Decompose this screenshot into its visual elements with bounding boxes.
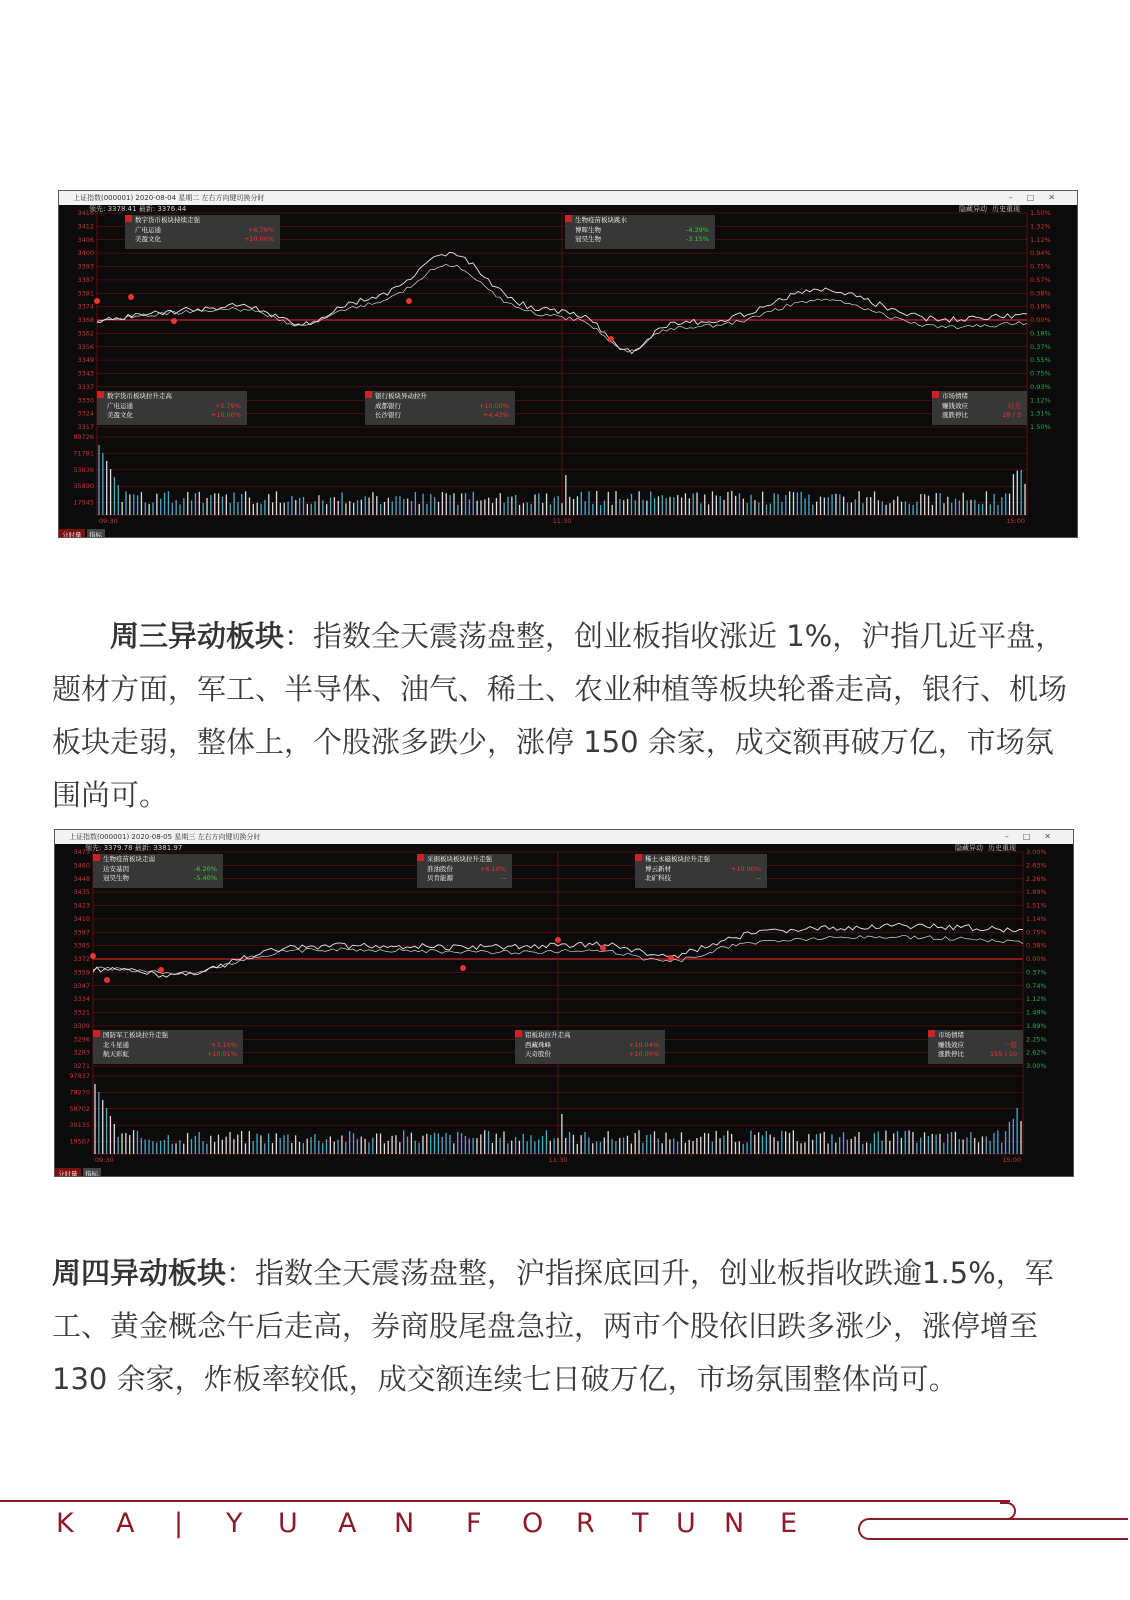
alert-pin-icon [171, 318, 177, 324]
alert-stock-change: 28 / 3 [1002, 411, 1021, 419]
alert-pin-icon [406, 298, 412, 304]
alert-stock-name: 天奇股份 [525, 1050, 551, 1058]
footer-ornament [858, 1518, 1128, 1540]
alert-pin-icon [460, 965, 466, 971]
percent-tick-label: 0.19% [1030, 302, 1051, 311]
percent-tick-label: 1.49% [1026, 1008, 1047, 1017]
price-tick-label: 3393 [77, 262, 94, 271]
time-label-open: 09:30 [99, 517, 118, 525]
volume-tick-label: 17945 [73, 498, 94, 507]
alert-stock-name: 博云新材 [645, 865, 671, 873]
time-label-noon: 11:30 [552, 517, 572, 525]
alert-marker-icon [515, 1030, 522, 1037]
alert-pin-icon [555, 937, 561, 943]
chart-title: 上证指数(000001) 2020-08-04 星期二 左右方向键切换分时 [73, 194, 265, 202]
alert-title: 数字货币板块拉升走高 [107, 392, 172, 400]
brand-letter: Y [226, 1508, 243, 1539]
percent-tick-label: 0.57% [1030, 275, 1051, 284]
alert-annotation [928, 1030, 1023, 1064]
tab-indicator-label: 指标 [89, 531, 102, 539]
percent-tick-label: 1.32% [1030, 222, 1051, 231]
price-tick-label: 3473 [73, 848, 90, 856]
price-tick-label: 3337 [77, 382, 94, 391]
wednesday-summary [52, 610, 1082, 822]
price-tick-label: 3387 [77, 275, 94, 284]
alert-marker-icon [125, 215, 132, 222]
volume-tick-label: 78270 [69, 1088, 90, 1097]
hide-alerts-button: 隐藏异动 [955, 844, 983, 852]
brand-letter: F [466, 1508, 482, 1539]
price-tick-label: 3435 [73, 888, 90, 897]
percent-tick-label: 0.93% [1030, 382, 1051, 391]
price-tick-label: 3374 [77, 302, 94, 311]
price-tick-label: 3349 [77, 356, 94, 365]
price-tick-label: 3372 [73, 955, 90, 963]
wednesday-body: ：指数全天震荡盘整，创业板指收涨近 1%，沪指几近平盘，题材方面，军工、半导体、油气、稀土、农业种植等板块轮番走高，银行、机场板块走弱，整体上，个股涨多跌少，涨停 150 余家，成交额再破万亿，市场氛围尚可。 [52, 619, 1068, 812]
alert-pin-icon [104, 977, 110, 983]
price-tick-label: 3330 [77, 396, 94, 405]
price-tick-label: 3460 [73, 861, 90, 870]
time-label-noon: 11:30 [548, 1156, 568, 1164]
alert-pin-icon [668, 955, 674, 961]
thursday-body: ：指数全天震荡盘整，沪指探底回升，创业板指收跌逾1.5%，军工、黄金概念午后走高，券商股尾盘急拉，两市个股依旧跌多涨少，涨停增至 130 余家，炸板率较低，成交额连续七日破万亿，市场氛围整体尚可。 [52, 1256, 1054, 1396]
alert-marker-icon [97, 391, 104, 398]
tab-indicator-label: 指标 [85, 1170, 98, 1178]
footer-rule [0, 1500, 1010, 1502]
percent-tick-label: 1.12% [1026, 995, 1047, 1004]
alert-title: 数字货币板块持续走强 [135, 216, 200, 224]
brand-letter: A [338, 1508, 357, 1539]
price-tick-label: 3385 [73, 941, 90, 950]
percent-tick-label: 0.00% [1030, 316, 1051, 324]
brand-letter: A [116, 1508, 135, 1539]
price-tick-label: 3410 [73, 914, 90, 923]
chart-titlebar [55, 830, 1073, 844]
brand-letter: K [56, 1508, 74, 1539]
alert-annotation [515, 1030, 665, 1064]
percent-tick-label: 1.50% [1030, 423, 1051, 431]
price-tick-label: 3368 [77, 316, 94, 324]
alert-annotation [97, 391, 247, 425]
percent-tick-label: 1.12% [1030, 396, 1051, 405]
percent-tick-label: 0.38% [1030, 289, 1051, 298]
price-tick-label: 3356 [77, 342, 94, 351]
percent-tick-label: 0.18% [1030, 329, 1051, 338]
price-tick-label: 3448 [73, 874, 90, 883]
alert-stock-name: 成都银行 [375, 402, 401, 410]
alert-stock-change: +10.00% [730, 865, 761, 873]
brand-letter: R [576, 1508, 595, 1539]
alert-marker-icon [565, 215, 572, 222]
percent-tick-label: 0.37% [1026, 968, 1047, 977]
alert-pin-icon [94, 298, 100, 304]
alert-stock-change: 一般 [1004, 1041, 1017, 1049]
wednesday-heading: 周三异动板块 [110, 619, 285, 653]
alert-stock-change: +10.00% [628, 1050, 659, 1058]
price-tick-label: 3397 [73, 928, 90, 937]
alert-stock-name: 美盈文化 [135, 235, 161, 243]
history-replay-button: 历史重现 [988, 844, 1016, 852]
brand-letter: U [676, 1508, 696, 1539]
alert-marker-icon [417, 854, 424, 861]
alert-stock-change: -3.15% [686, 235, 709, 243]
alert-stock-change: +10.00% [210, 411, 241, 419]
alert-stock-change: 较差 [1008, 402, 1021, 410]
alert-stock-change: +10.00% [478, 402, 509, 410]
percent-tick-label: 2.62% [1026, 1048, 1047, 1057]
alert-stock-change: -- [501, 874, 506, 882]
alert-title: 铝板块拉升走高 [525, 1031, 571, 1039]
price-tick-label: 3400 [77, 249, 94, 258]
alert-title: 稀土永磁板块拉升走强 [645, 855, 710, 863]
alert-stock-change: 155 / 10 [990, 1050, 1017, 1058]
alert-stock-change: -4.39% [686, 226, 709, 234]
window-controls[interactable]: –□✕ [1004, 832, 1065, 841]
price-tick-label: 3406 [77, 235, 94, 244]
alert-stock-name: 西藏珠峰 [525, 1041, 551, 1049]
percent-tick-label: 0.75% [1030, 262, 1051, 271]
alert-annotation [125, 215, 280, 249]
alert-stock-name: 冠昊生物 [575, 235, 601, 243]
alert-marker-icon [932, 391, 939, 398]
percent-tick-label: 2.26% [1026, 874, 1047, 883]
volume-tick-label: 35890 [73, 482, 94, 491]
alert-title: 生物疫苗板块跳水 [575, 216, 627, 224]
alert-marker-icon [928, 1030, 935, 1037]
percent-tick-label: 1.12% [1030, 235, 1051, 244]
alert-stock-name: 广电运通 [107, 402, 133, 410]
window-controls[interactable]: –□✕ [1008, 193, 1069, 202]
price-tick-label: 3317 [77, 423, 94, 431]
percent-tick-label: 1.89% [1026, 1021, 1047, 1030]
alert-stock-name: 航天彩虹 [103, 1050, 129, 1058]
alert-stock-change: +6.79% [247, 226, 274, 234]
brand-letter: E [780, 1508, 798, 1539]
alert-pin-icon [90, 953, 96, 959]
alert-annotation [365, 391, 515, 425]
percent-tick-label: 0.38% [1026, 941, 1047, 950]
percent-tick-label: 0.55% [1030, 356, 1051, 365]
alert-stock-change: -- [756, 874, 761, 882]
chart-title: 上证指数(000001) 2020-08-05 星期三 左右方向键切换分时 [69, 833, 261, 841]
price-tick-label: 3343 [77, 369, 94, 378]
alert-stock-name: 赚钱效应 [942, 402, 968, 410]
percent-tick-label: 1.14% [1026, 914, 1047, 923]
percent-tick-label: 0.94% [1030, 249, 1051, 258]
alert-stock-name: 冠昊生物 [103, 874, 129, 882]
brand-letter: N [394, 1508, 415, 1539]
alert-stock-change: -5.40% [194, 874, 217, 882]
alert-stock-name: 赚钱效应 [938, 1041, 964, 1049]
alert-stock-name: 北矿科技 [645, 874, 671, 882]
alert-pin-icon [158, 967, 164, 973]
chart-background [59, 205, 1078, 538]
chart-canvas [55, 844, 1074, 1177]
percent-tick-label: 1.89% [1026, 888, 1047, 897]
alert-pin-icon [600, 945, 606, 951]
price-tick-label: 3423 [73, 901, 90, 910]
price-tick-label: 3283 [73, 1048, 90, 1057]
percent-tick-label: 1.51% [1026, 901, 1047, 910]
price-tick-label: 3418 [77, 209, 94, 217]
price-tick-label: 3359 [73, 968, 90, 977]
price-tick-label: 3362 [77, 329, 94, 338]
volume-tick-label: 19567 [69, 1137, 90, 1146]
alert-marker-icon [365, 391, 372, 398]
alert-title: 市场情绪 [942, 392, 968, 400]
alert-annotation [932, 391, 1027, 425]
alert-stock-name: 达安基因 [103, 865, 129, 873]
price-tick-label: 3334 [73, 995, 90, 1004]
time-label-close: 15:00 [1006, 517, 1025, 525]
alert-annotation [565, 215, 715, 249]
thursday-summary [52, 1247, 1082, 1406]
percent-tick-label: 3.00% [1026, 848, 1047, 856]
alert-stock-name: 准油股份 [427, 865, 453, 873]
alert-annotation [93, 1030, 243, 1064]
brand-letter: T [632, 1508, 649, 1539]
intraday-chart-wednesday [54, 829, 1074, 1177]
percent-tick-label: 0.00% [1026, 955, 1047, 963]
price-tick-label: 3296 [73, 1035, 90, 1044]
history-replay-button: 历史重现 [992, 205, 1020, 213]
percent-tick-label: 0.75% [1030, 369, 1051, 378]
percent-tick-label: 2.63% [1026, 861, 1047, 870]
alert-stock-change: +5.79% [214, 402, 241, 410]
alert-stock-name: 涨跌停比 [942, 411, 968, 419]
price-tick-label: 3347 [73, 981, 90, 990]
alert-stock-change: +10.00% [243, 235, 274, 243]
alert-stock-change: +6.10% [479, 865, 506, 873]
price-tick-label: 3309 [73, 1021, 90, 1030]
alert-stock-name: 北斗星通 [103, 1041, 129, 1049]
brand-letter: N [724, 1508, 745, 1539]
alert-marker-icon [93, 854, 100, 861]
time-label-open: 09:30 [95, 1156, 114, 1164]
chart-background [55, 844, 1074, 1177]
volume-tick-label: 39135 [69, 1121, 90, 1130]
alert-stock-name: 广电运通 [135, 226, 161, 234]
alert-stock-name: 长沙银行 [375, 411, 401, 419]
brand-letter: U [278, 1508, 298, 1539]
percent-tick-label: 0.75% [1026, 928, 1047, 937]
price-tick-label: 3381 [77, 289, 94, 298]
percent-tick-label: 1.31% [1030, 409, 1051, 418]
chart-canvas [59, 205, 1078, 538]
alert-annotation [635, 854, 767, 888]
alert-stock-change: +3.10% [210, 1041, 237, 1049]
alert-title: 生物疫苗板块走弱 [103, 855, 155, 863]
volume-tick-label: 53836 [73, 465, 94, 474]
alert-stock-change: +10.04% [628, 1041, 659, 1049]
alert-annotation [93, 854, 223, 888]
intraday-chart-tuesday [58, 190, 1078, 538]
alert-stock-change: -6.20% [194, 865, 217, 873]
price-tick-label: 3271 [73, 1062, 90, 1070]
price-readout: 领先: 3378.41 最新: 3376.44 [89, 205, 187, 213]
volume-tick-label: 97837 [69, 1072, 90, 1080]
alert-title: 银行板块异动拉升 [375, 392, 427, 400]
percent-tick-label: 3.00% [1026, 1062, 1047, 1070]
thursday-heading: 周四异动板块 [52, 1256, 227, 1290]
alert-pin-icon [608, 336, 614, 342]
tab-volume-label: 分时量 [58, 1170, 78, 1178]
percent-tick-label: 0.74% [1026, 981, 1047, 990]
brand-letter: | [174, 1508, 184, 1539]
alert-annotation [417, 854, 512, 888]
volume-tick-label: 89726 [73, 433, 94, 441]
alert-stock-name: 博晖生物 [575, 226, 601, 234]
percent-tick-label: 0.37% [1030, 342, 1051, 351]
percent-tick-label: 2.25% [1026, 1035, 1047, 1044]
price-readout: 领先: 3379.78 最新: 3381.97 [85, 844, 183, 852]
alert-title: 采掘板块板块拉升走强 [427, 855, 492, 863]
alert-stock-change: +4.43% [482, 411, 509, 419]
alert-stock-name: 美盈文化 [107, 411, 133, 419]
alert-title: 市场情绪 [938, 1031, 964, 1039]
alert-pin-icon [128, 294, 134, 300]
volume-tick-label: 58702 [69, 1104, 90, 1113]
tab-volume-label: 分时量 [62, 531, 82, 539]
chart-titlebar [59, 191, 1077, 205]
alert-title: 国防军工板块拉升走强 [103, 1031, 168, 1039]
alert-stock-name: 涨跌停比 [938, 1050, 964, 1058]
alert-stock-name: 贝肯能源 [427, 874, 453, 882]
alert-stock-change: +10.01% [206, 1050, 237, 1058]
alert-marker-icon [635, 854, 642, 861]
brand-letter: O [522, 1508, 544, 1539]
price-tick-label: 3321 [73, 1008, 90, 1017]
volume-tick-label: 71781 [73, 449, 94, 458]
percent-tick-label: 1.50% [1030, 209, 1051, 217]
price-tick-label: 3324 [77, 409, 94, 418]
time-label-close: 15:00 [1002, 1156, 1021, 1164]
hide-alerts-button: 隐藏异动 [959, 205, 987, 213]
alert-marker-icon [93, 1030, 100, 1037]
price-tick-label: 3412 [77, 222, 94, 231]
